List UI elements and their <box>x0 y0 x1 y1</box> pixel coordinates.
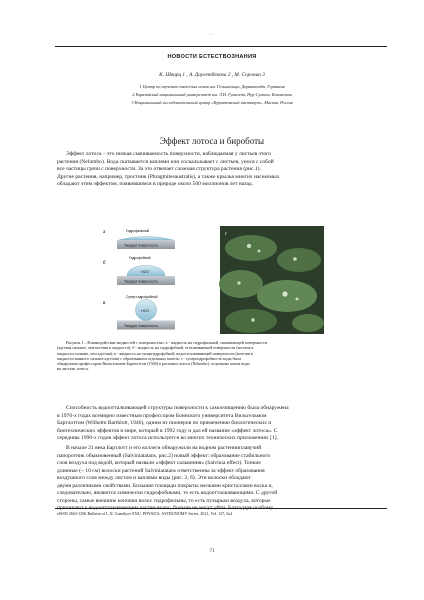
footer-rule <box>55 508 387 509</box>
caption-line: Рисунок 1 – Взаимодействие жидкостей с поверхностью: а - жидкость на гидрофильной, смачивающей поверхности <box>66 340 267 345</box>
lotus-leaf <box>219 270 263 298</box>
superhydrophobic-label: Супер гидрофобный <box>126 295 158 299</box>
body-line: папоротник обыкновенный (Salviniatatans, рис.2) новый эффект: образование стабильного <box>57 452 271 459</box>
intro-line: все частицы грязи с поверхности. За это отвечает сложная структура растения (рис.1). <box>57 166 261 172</box>
figure-1 <box>101 226 324 337</box>
lotus-leaf <box>257 280 317 312</box>
surface-b-label: Твердая поверхность <box>124 279 158 284</box>
hydrophilic-label: Гидрофильный <box>126 229 150 233</box>
caption-line: жидкости сильнее, чем адгезия); в - жидкость на супергидрофобной, водоотталкивающей поверхности (когезия в <box>57 350 253 356</box>
body-line: В начале 21 века Бартлотт и его коллеги обнаружили на водном растенииплавучий <box>66 445 262 451</box>
affiliation-3: 3 Национальный исследовательский центр «Курчатовский институт», Москва, Россия <box>131 100 293 105</box>
label-g: г <box>225 232 228 237</box>
body-line: в 1970-х годах всемирно известным профессором Боннского университета Вильгельмом <box>57 412 267 419</box>
caption-line: обнаружена профессором Вильгельмом Бартлоттом (1946) в растении лотоса (Nelumbo): отдельные капли воды <box>57 361 250 367</box>
body-line: биотехнических эффектов в мире, который в 1992 году и дал ей название «эффект лотоса». С <box>57 427 278 434</box>
water-droplet <box>237 281 240 284</box>
lotus-leaf <box>292 314 324 332</box>
body-line: слоя воздуха под водой, который назвали «эффект сальвиния» (Salvinia effect). Тонкие <box>57 460 261 466</box>
caption-line: на листьях лотоса. <box>57 366 89 372</box>
caption-line: (адгезия сильнее, чем когезия в жидкости); б - жидкость на гидрофобной, отталкивающей поверхности (когезия в <box>57 345 254 351</box>
surface-a-label: Твердая поверхность <box>124 243 158 248</box>
intro-paragraph <box>57 151 367 189</box>
body-paragraph-1 <box>57 405 367 443</box>
lotus-leaf <box>225 235 277 261</box>
figure-1-caption <box>57 340 367 372</box>
body-paragraph-2 <box>57 445 367 513</box>
body-line: Способность водоотталкивающей структуры поверхности к самоочищению была обнаружена <box>66 405 289 411</box>
flat-drop <box>119 237 173 241</box>
label-a: а <box>103 230 106 235</box>
intro-line: обладают этим эффектом, появившимся в природе около 500 миллионов лет назад. <box>57 181 254 187</box>
hydrophobic-label: Гидрофобный <box>129 256 151 260</box>
journal-footer: eISSN 2663-1296 Bulletin of L.N. Gumilyov ENU. PHYSICS. ASTRONOMY Series, 2021, Vol. 137, №4 <box>57 511 233 516</box>
header-mark: — <box>209 31 213 36</box>
body-line: середины 1990-х годов эффект лотоса используется во многих технических приложениях [1]. <box>57 435 278 441</box>
water-droplet <box>258 250 261 253</box>
body-line: стороны, самые внешние кончики волос гидрофильны, то есть пузырьки воздуха, которые <box>57 497 271 504</box>
water-label-v: H2O <box>141 308 150 313</box>
water-droplet <box>251 318 254 321</box>
body-line: двумя различными свойствами. Большие площади покрыты мелкими кристаллами воска и, <box>57 482 273 489</box>
lotus-leaf <box>277 248 321 272</box>
label-b: б <box>103 261 106 266</box>
intro-line: Эффект лотоса – это низкая смачиваемость поверхности, наблюдаемая у листьев этого <box>66 151 272 157</box>
body-line: Бартлоттом (Wilhelm Barthlott, 1946), одним из пионеров по применению биологических и <box>57 420 272 426</box>
figure-1-drawing <box>101 226 324 337</box>
water-label-b: H2O <box>141 269 150 274</box>
caption-line: жидкости намного сильнее адгезии) с образованием отдельных капель; г - супергидрофобность воды была <box>57 355 242 361</box>
intro-line: Другие растения, например, тростник (Phragmitesaustralis), а также крылья многих насекомых <box>57 173 280 180</box>
lotus-leaf <box>225 309 277 333</box>
surface-v-label: Твердая поверхность <box>124 324 158 328</box>
label-v: в <box>103 301 106 306</box>
body-line: длинные (~ 10 см) волоски растений Salviniatatans ответственны за эффект образования <box>57 467 265 474</box>
water-droplet <box>296 298 299 301</box>
body-line: прилипают к водоотталкивающим частям волос, больше не могут уйти. Благодаря особому <box>57 505 274 511</box>
intro-line: растения (Nelumbo). Вода скатывается каплями или соскальзывает с листьев, унося с собой <box>57 158 274 165</box>
authors-line: К. Шварц 1 , А. Даулетбекова 2 , М. Соронин 3 <box>159 72 265 78</box>
affiliation-1: 1 Центр по изучению тяжёлых ионов им. Гельмгольца, Дармштадт, Германия <box>139 84 285 89</box>
water-droplet <box>293 257 297 261</box>
body-line: воздушного слоя между листом и каплями воды (рис. 2, б). Эти волоски обладают <box>57 475 251 481</box>
water-droplet <box>282 291 287 296</box>
header-rule <box>55 46 387 47</box>
section-title: НОВОСТИ ЕСТЕСТВОЗНАНИЯ <box>167 54 257 60</box>
water-droplet <box>247 244 251 248</box>
body-line: следовательно, являются химически гидрофобными, то есть водоотталкивающими. С другой <box>57 490 278 496</box>
article-title: Эффект лотоса и бироботы <box>159 136 265 146</box>
page-number: 71 <box>209 549 215 554</box>
affiliation-2: 2 Евразийский национальный университет им. Л.Н. Гумилева, Нур-Султан, Казахстан <box>132 92 292 97</box>
